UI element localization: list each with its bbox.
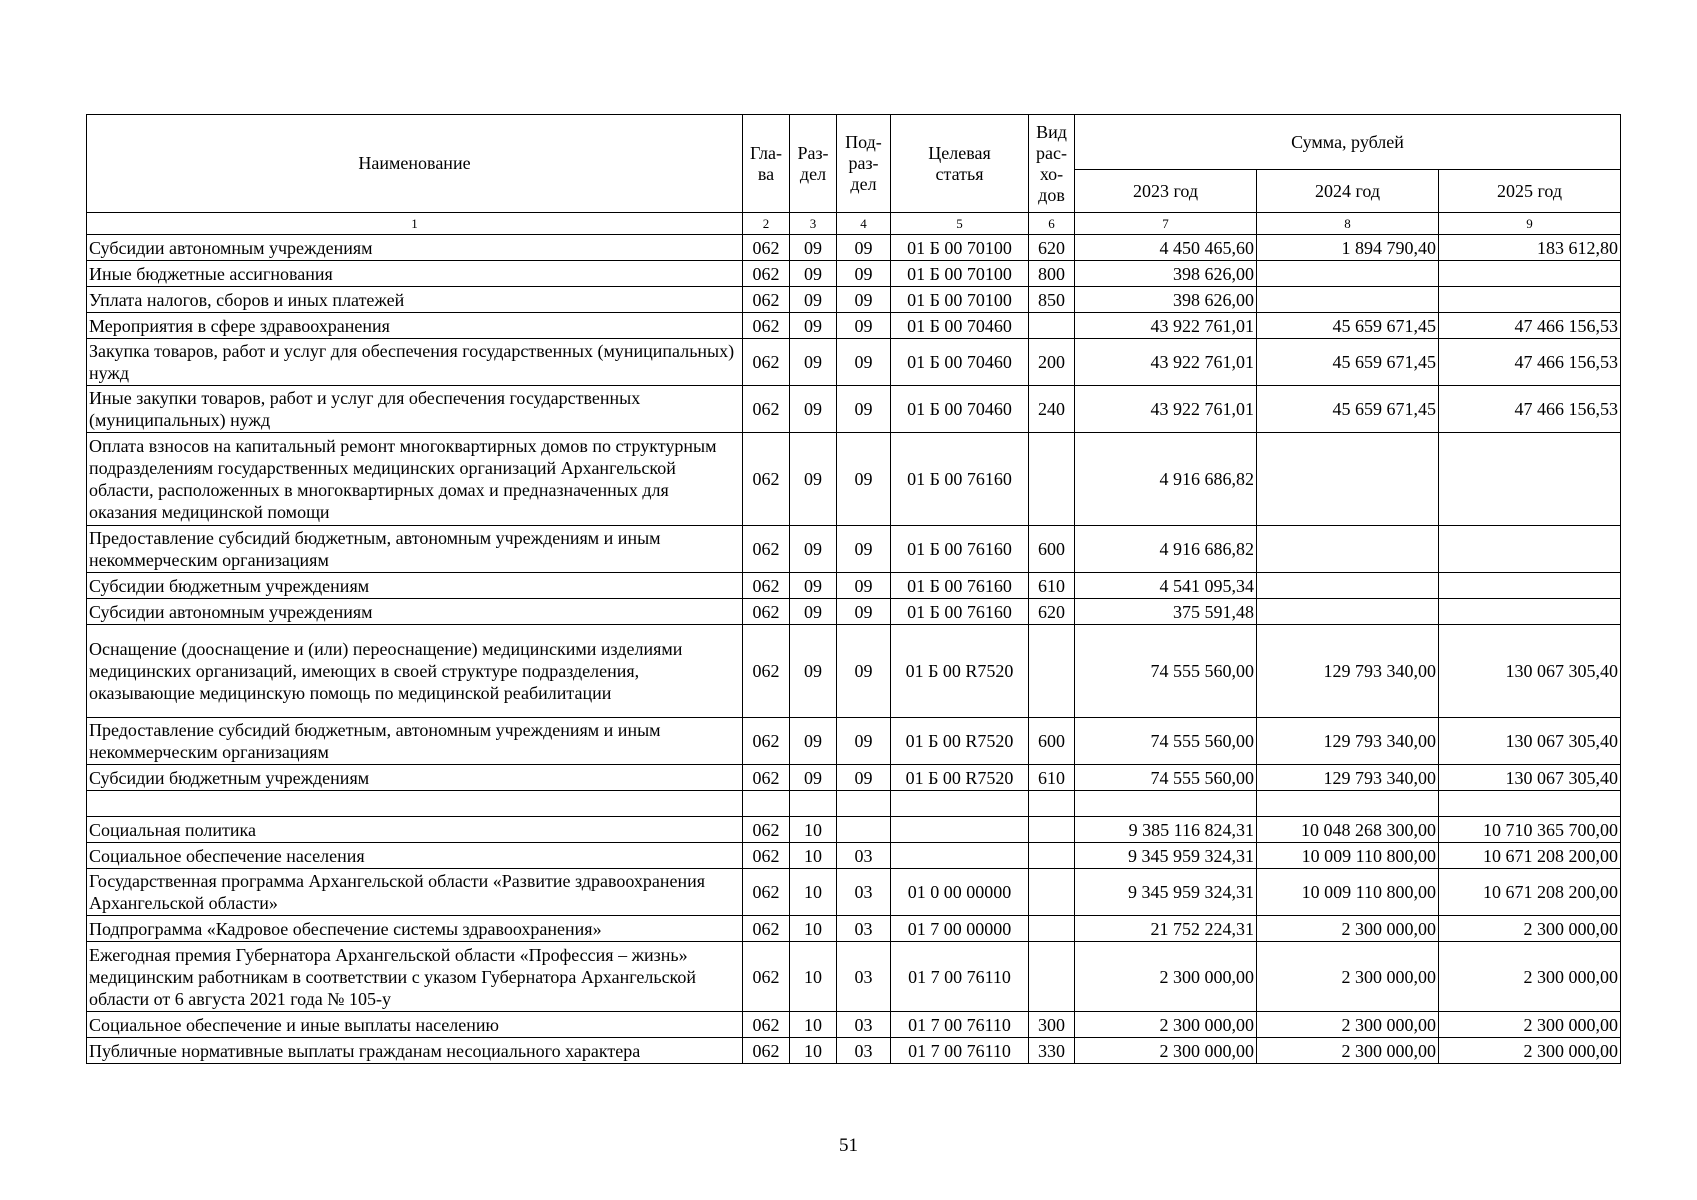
row-target: 01 Б 00 76160 bbox=[891, 433, 1029, 526]
row-subsection: 09 bbox=[837, 526, 891, 573]
row-subsection: 03 bbox=[837, 1012, 891, 1038]
row-expense-type: 610 bbox=[1029, 765, 1075, 791]
table-row bbox=[87, 235, 1621, 261]
row-target: 01 Б 00 70100 bbox=[891, 261, 1029, 287]
row-amount-2024 bbox=[1257, 433, 1439, 526]
col-number: 2 bbox=[743, 213, 790, 235]
col-number: 6 bbox=[1029, 213, 1075, 235]
table-row bbox=[87, 573, 1621, 599]
row-name: Социальное обеспечение населения bbox=[87, 843, 743, 869]
row-amount-2024: 45 659 671,45 bbox=[1257, 386, 1439, 433]
row-target: 01 Б 00 70460 bbox=[891, 386, 1029, 433]
header-target: Целевая статья bbox=[891, 115, 1029, 213]
page-number: 51 bbox=[839, 1135, 858, 1156]
row-name: Государственная программа Архангельской области «Развитие здравоохранения Архангельской области» bbox=[87, 869, 743, 916]
table-body bbox=[87, 235, 1621, 1064]
row-amount-2025: 130 067 305,40 bbox=[1439, 718, 1621, 765]
row-section: 09 bbox=[790, 599, 837, 625]
row-amount-2025 bbox=[1439, 573, 1621, 599]
row-section: 09 bbox=[790, 287, 837, 313]
row-subsection: 03 bbox=[837, 843, 891, 869]
row-amount-2023: 9 345 959 324,31 bbox=[1075, 843, 1257, 869]
row-section: 09 bbox=[790, 718, 837, 765]
row-amount-2023: 9 345 959 324,31 bbox=[1075, 869, 1257, 916]
row-name: Подпрограмма «Кадровое обеспечение системы здравоохранения» bbox=[87, 916, 743, 942]
header-chapter: Гла- ва bbox=[743, 115, 790, 213]
row-subsection: 09 bbox=[837, 386, 891, 433]
row-subsection bbox=[837, 817, 891, 843]
row-amount-2024: 2 300 000,00 bbox=[1257, 1038, 1439, 1064]
row-expense-type: 620 bbox=[1029, 235, 1075, 261]
row-amount-2023: 2 300 000,00 bbox=[1075, 1012, 1257, 1038]
row-amount-2025: 10 671 208 200,00 bbox=[1439, 869, 1621, 916]
row-expense-type: 610 bbox=[1029, 573, 1075, 599]
row-chapter: 062 bbox=[743, 433, 790, 526]
row-subsection: 09 bbox=[837, 718, 891, 765]
row-target: 01 Б 00 70460 bbox=[891, 313, 1029, 339]
row-expense-type bbox=[1029, 313, 1075, 339]
row-subsection: 09 bbox=[837, 235, 891, 261]
row-section: 10 bbox=[790, 843, 837, 869]
row-name: Оплата взносов на капитальный ремонт многоквартирных домов по структурным подразделениям государственных медицинских организаций Архангельской области, расположенных в многоквартирных домах и предназначенных для оказания медицинской помощи bbox=[87, 433, 743, 526]
row-subsection: 03 bbox=[837, 916, 891, 942]
header-amount: Сумма, рублей bbox=[1075, 115, 1621, 170]
table-row bbox=[87, 386, 1621, 433]
table-row bbox=[87, 817, 1621, 843]
row-amount-2025: 2 300 000,00 bbox=[1439, 1038, 1621, 1064]
row-name: Мероприятия в сфере здравоохранения bbox=[87, 313, 743, 339]
row-amount-2023: 74 555 560,00 bbox=[1075, 765, 1257, 791]
table-row bbox=[87, 1012, 1621, 1038]
row-name: Иные закупки товаров, работ и услуг для обеспечения государственных (муниципальных) нужд bbox=[87, 386, 743, 433]
row-expense-type: 800 bbox=[1029, 261, 1075, 287]
row-expense-type: 600 bbox=[1029, 526, 1075, 573]
row-amount-2024: 2 300 000,00 bbox=[1257, 916, 1439, 942]
row-subsection: 03 bbox=[837, 1038, 891, 1064]
row-amount-2023: 4 916 686,82 bbox=[1075, 526, 1257, 573]
row-subsection: 09 bbox=[837, 573, 891, 599]
row-expense-type bbox=[1029, 625, 1075, 718]
row-target bbox=[891, 843, 1029, 869]
row-amount-2025: 10 710 365 700,00 bbox=[1439, 817, 1621, 843]
row-amount-2023: 74 555 560,00 bbox=[1075, 718, 1257, 765]
row-section: 09 bbox=[790, 235, 837, 261]
row-target: 01 7 00 00000 bbox=[891, 916, 1029, 942]
row-expense-type: 240 bbox=[1029, 386, 1075, 433]
table-row bbox=[87, 526, 1621, 573]
row-chapter: 062 bbox=[743, 526, 790, 573]
row-chapter: 062 bbox=[743, 718, 790, 765]
row-section: 10 bbox=[790, 817, 837, 843]
row-expense-type bbox=[1029, 869, 1075, 916]
row-target: 01 0 00 00000 bbox=[891, 869, 1029, 916]
row-section: 09 bbox=[790, 625, 837, 718]
row-amount-2024 bbox=[1257, 599, 1439, 625]
row-target: 01 7 00 76110 bbox=[891, 1038, 1029, 1064]
row-amount-2025 bbox=[1439, 526, 1621, 573]
row-subsection bbox=[837, 791, 891, 817]
row-amount-2025 bbox=[1439, 791, 1621, 817]
row-target: 01 Б 00 76160 bbox=[891, 526, 1029, 573]
row-chapter: 062 bbox=[743, 386, 790, 433]
row-chapter: 062 bbox=[743, 287, 790, 313]
row-section: 10 bbox=[790, 869, 837, 916]
row-expense-type bbox=[1029, 916, 1075, 942]
row-name: Закупка товаров, работ и услуг для обеспечения государственных (муниципальных) нужд bbox=[87, 339, 743, 386]
row-chapter: 062 bbox=[743, 817, 790, 843]
row-amount-2025 bbox=[1439, 433, 1621, 526]
row-subsection: 09 bbox=[837, 433, 891, 526]
row-section: 10 bbox=[790, 916, 837, 942]
row-chapter: 062 bbox=[743, 916, 790, 942]
row-subsection: 03 bbox=[837, 942, 891, 1012]
row-expense-type bbox=[1029, 817, 1075, 843]
row-amount-2025: 2 300 000,00 bbox=[1439, 942, 1621, 1012]
row-name: Оснащение (дооснащение и (или) переоснащение) медицинскими изделиями медицинских организаций, имеющих в своей структуре подразделения, оказывающие медицинскую помощь по медицинской реабилитации bbox=[87, 625, 743, 718]
row-subsection: 09 bbox=[837, 287, 891, 313]
row-target: 01 Б 00 R7520 bbox=[891, 718, 1029, 765]
row-section: 09 bbox=[790, 526, 837, 573]
row-section: 09 bbox=[790, 261, 837, 287]
row-amount-2025: 183 612,80 bbox=[1439, 235, 1621, 261]
header-year-2024: 2024 год bbox=[1257, 170, 1439, 213]
table-row bbox=[87, 313, 1621, 339]
table-row bbox=[87, 625, 1621, 718]
row-chapter: 062 bbox=[743, 313, 790, 339]
row-amount-2025: 47 466 156,53 bbox=[1439, 313, 1621, 339]
row-chapter: 062 bbox=[743, 339, 790, 386]
row-subsection: 09 bbox=[837, 599, 891, 625]
row-expense-type bbox=[1029, 843, 1075, 869]
col-number: 7 bbox=[1075, 213, 1257, 235]
row-amount-2024: 129 793 340,00 bbox=[1257, 765, 1439, 791]
row-chapter: 062 bbox=[743, 573, 790, 599]
row-amount-2023: 2 300 000,00 bbox=[1075, 1038, 1257, 1064]
row-name: Социальная политика bbox=[87, 817, 743, 843]
row-amount-2023: 4 541 095,34 bbox=[1075, 573, 1257, 599]
row-amount-2024 bbox=[1257, 287, 1439, 313]
table-row bbox=[87, 339, 1621, 386]
row-expense-type: 620 bbox=[1029, 599, 1075, 625]
row-target: 01 Б 00 76160 bbox=[891, 599, 1029, 625]
row-chapter: 062 bbox=[743, 843, 790, 869]
row-amount-2025 bbox=[1439, 287, 1621, 313]
row-amount-2023: 9 385 116 824,31 bbox=[1075, 817, 1257, 843]
row-chapter: 062 bbox=[743, 869, 790, 916]
row-amount-2023: 43 922 761,01 bbox=[1075, 313, 1257, 339]
row-amount-2024: 2 300 000,00 bbox=[1257, 1012, 1439, 1038]
row-subsection: 09 bbox=[837, 625, 891, 718]
row-target: 01 Б 00 R7520 bbox=[891, 625, 1029, 718]
row-section: 10 bbox=[790, 1038, 837, 1064]
row-chapter bbox=[743, 791, 790, 817]
row-amount-2025: 130 067 305,40 bbox=[1439, 625, 1621, 718]
col-number: 5 bbox=[891, 213, 1029, 235]
table-row bbox=[87, 1038, 1621, 1064]
table-row bbox=[87, 287, 1621, 313]
row-chapter: 062 bbox=[743, 942, 790, 1012]
row-target: 01 Б 00 R7520 bbox=[891, 765, 1029, 791]
header-section: Раз- дел bbox=[790, 115, 837, 213]
row-target: 01 Б 00 76160 bbox=[891, 573, 1029, 599]
row-subsection: 09 bbox=[837, 339, 891, 386]
row-section: 09 bbox=[790, 339, 837, 386]
row-section: 09 bbox=[790, 573, 837, 599]
table-row bbox=[87, 261, 1621, 287]
row-amount-2023: 398 626,00 bbox=[1075, 261, 1257, 287]
row-section: 09 bbox=[790, 386, 837, 433]
col-number: 9 bbox=[1439, 213, 1621, 235]
row-amount-2024: 129 793 340,00 bbox=[1257, 718, 1439, 765]
row-name: Субсидии автономным учреждениям bbox=[87, 235, 743, 261]
row-amount-2024: 1 894 790,40 bbox=[1257, 235, 1439, 261]
row-section bbox=[790, 791, 837, 817]
row-chapter: 062 bbox=[743, 235, 790, 261]
row-name: Социальное обеспечение и иные выплаты населению bbox=[87, 1012, 743, 1038]
row-section: 10 bbox=[790, 942, 837, 1012]
row-section: 09 bbox=[790, 765, 837, 791]
row-amount-2024: 2 300 000,00 bbox=[1257, 942, 1439, 1012]
row-name: Предоставление субсидий бюджетным, автономным учреждениям и иным некоммерческим организациям bbox=[87, 526, 743, 573]
row-amount-2023: 375 591,48 bbox=[1075, 599, 1257, 625]
table-row bbox=[87, 599, 1621, 625]
row-amount-2025: 2 300 000,00 bbox=[1439, 1012, 1621, 1038]
row-expense-type: 600 bbox=[1029, 718, 1075, 765]
row-amount-2024 bbox=[1257, 791, 1439, 817]
row-name bbox=[87, 791, 743, 817]
table-row bbox=[87, 765, 1621, 791]
table-row bbox=[87, 433, 1621, 526]
header-subsection: Под- раз- дел bbox=[837, 115, 891, 213]
row-amount-2024 bbox=[1257, 526, 1439, 573]
row-target: 01 Б 00 70460 bbox=[891, 339, 1029, 386]
row-amount-2024: 10 048 268 300,00 bbox=[1257, 817, 1439, 843]
row-amount-2025: 47 466 156,53 bbox=[1439, 386, 1621, 433]
table-row bbox=[87, 916, 1621, 942]
row-amount-2025: 2 300 000,00 bbox=[1439, 916, 1621, 942]
budget-table bbox=[86, 114, 1621, 1064]
row-name: Уплата налогов, сборов и иных платежей bbox=[87, 287, 743, 313]
row-name: Предоставление субсидий бюджетным, автономным учреждениям и иным некоммерческим организациям bbox=[87, 718, 743, 765]
row-name: Публичные нормативные выплаты гражданам несоциального характера bbox=[87, 1038, 743, 1064]
header-year-2023: 2023 год bbox=[1075, 170, 1257, 213]
row-amount-2025: 10 671 208 200,00 bbox=[1439, 843, 1621, 869]
row-amount-2025 bbox=[1439, 599, 1621, 625]
row-subsection: 09 bbox=[837, 261, 891, 287]
row-amount-2024: 10 009 110 800,00 bbox=[1257, 869, 1439, 916]
row-amount-2024: 10 009 110 800,00 bbox=[1257, 843, 1439, 869]
row-amount-2023 bbox=[1075, 791, 1257, 817]
col-number: 8 bbox=[1257, 213, 1439, 235]
row-amount-2023: 43 922 761,01 bbox=[1075, 339, 1257, 386]
row-name: Ежегодная премия Губернатора Архангельской области «Профессия – жизнь» медицинским работникам в соответствии с указом Губернатора Архангельской области от 6 августа 2021 года № 105-у bbox=[87, 942, 743, 1012]
row-target: 01 Б 00 70100 bbox=[891, 287, 1029, 313]
row-subsection: 09 bbox=[837, 765, 891, 791]
row-target bbox=[891, 817, 1029, 843]
table-row bbox=[87, 942, 1621, 1012]
row-amount-2025: 47 466 156,53 bbox=[1439, 339, 1621, 386]
row-amount-2023: 21 752 224,31 bbox=[1075, 916, 1257, 942]
row-amount-2024 bbox=[1257, 573, 1439, 599]
row-amount-2023: 4 916 686,82 bbox=[1075, 433, 1257, 526]
row-amount-2023: 43 922 761,01 bbox=[1075, 386, 1257, 433]
row-expense-type bbox=[1029, 791, 1075, 817]
table-row bbox=[87, 869, 1621, 916]
row-subsection: 09 bbox=[837, 313, 891, 339]
row-target: 01 Б 00 70100 bbox=[891, 235, 1029, 261]
row-expense-type: 330 bbox=[1029, 1038, 1075, 1064]
row-amount-2025 bbox=[1439, 261, 1621, 287]
row-chapter: 062 bbox=[743, 1012, 790, 1038]
row-chapter: 062 bbox=[743, 599, 790, 625]
row-expense-type: 200 bbox=[1029, 339, 1075, 386]
row-amount-2023: 2 300 000,00 bbox=[1075, 942, 1257, 1012]
row-target: 01 7 00 76110 bbox=[891, 942, 1029, 1012]
row-section: 10 bbox=[790, 1012, 837, 1038]
row-expense-type bbox=[1029, 433, 1075, 526]
col-number: 4 bbox=[837, 213, 891, 235]
row-amount-2025: 130 067 305,40 bbox=[1439, 765, 1621, 791]
row-target bbox=[891, 791, 1029, 817]
row-name: Субсидии автономным учреждениям bbox=[87, 599, 743, 625]
table-row bbox=[87, 791, 1621, 817]
row-amount-2024: 45 659 671,45 bbox=[1257, 313, 1439, 339]
row-amount-2024 bbox=[1257, 261, 1439, 287]
header-year-2025: 2025 год bbox=[1439, 170, 1621, 213]
row-section: 09 bbox=[790, 313, 837, 339]
row-name: Иные бюджетные ассигнования bbox=[87, 261, 743, 287]
row-chapter: 062 bbox=[743, 1038, 790, 1064]
row-amount-2024: 45 659 671,45 bbox=[1257, 339, 1439, 386]
col-number: 3 bbox=[790, 213, 837, 235]
row-chapter: 062 bbox=[743, 765, 790, 791]
row-chapter: 062 bbox=[743, 625, 790, 718]
row-chapter: 062 bbox=[743, 261, 790, 287]
row-subsection: 03 bbox=[837, 869, 891, 916]
row-expense-type: 850 bbox=[1029, 287, 1075, 313]
row-name: Субсидии бюджетным учреждениям bbox=[87, 765, 743, 791]
row-name: Субсидии бюджетным учреждениям bbox=[87, 573, 743, 599]
row-section: 09 bbox=[790, 433, 837, 526]
row-target: 01 7 00 76110 bbox=[891, 1012, 1029, 1038]
row-amount-2023: 74 555 560,00 bbox=[1075, 625, 1257, 718]
header-name: Наименование bbox=[87, 115, 743, 213]
table-row bbox=[87, 843, 1621, 869]
col-number: 1 bbox=[87, 213, 743, 235]
row-amount-2023: 398 626,00 bbox=[1075, 287, 1257, 313]
row-expense-type bbox=[1029, 942, 1075, 1012]
row-expense-type: 300 bbox=[1029, 1012, 1075, 1038]
row-amount-2024: 129 793 340,00 bbox=[1257, 625, 1439, 718]
header-expense-type: Вид рас- хо- дов bbox=[1029, 115, 1075, 213]
table-row bbox=[87, 718, 1621, 765]
row-amount-2023: 4 450 465,60 bbox=[1075, 235, 1257, 261]
